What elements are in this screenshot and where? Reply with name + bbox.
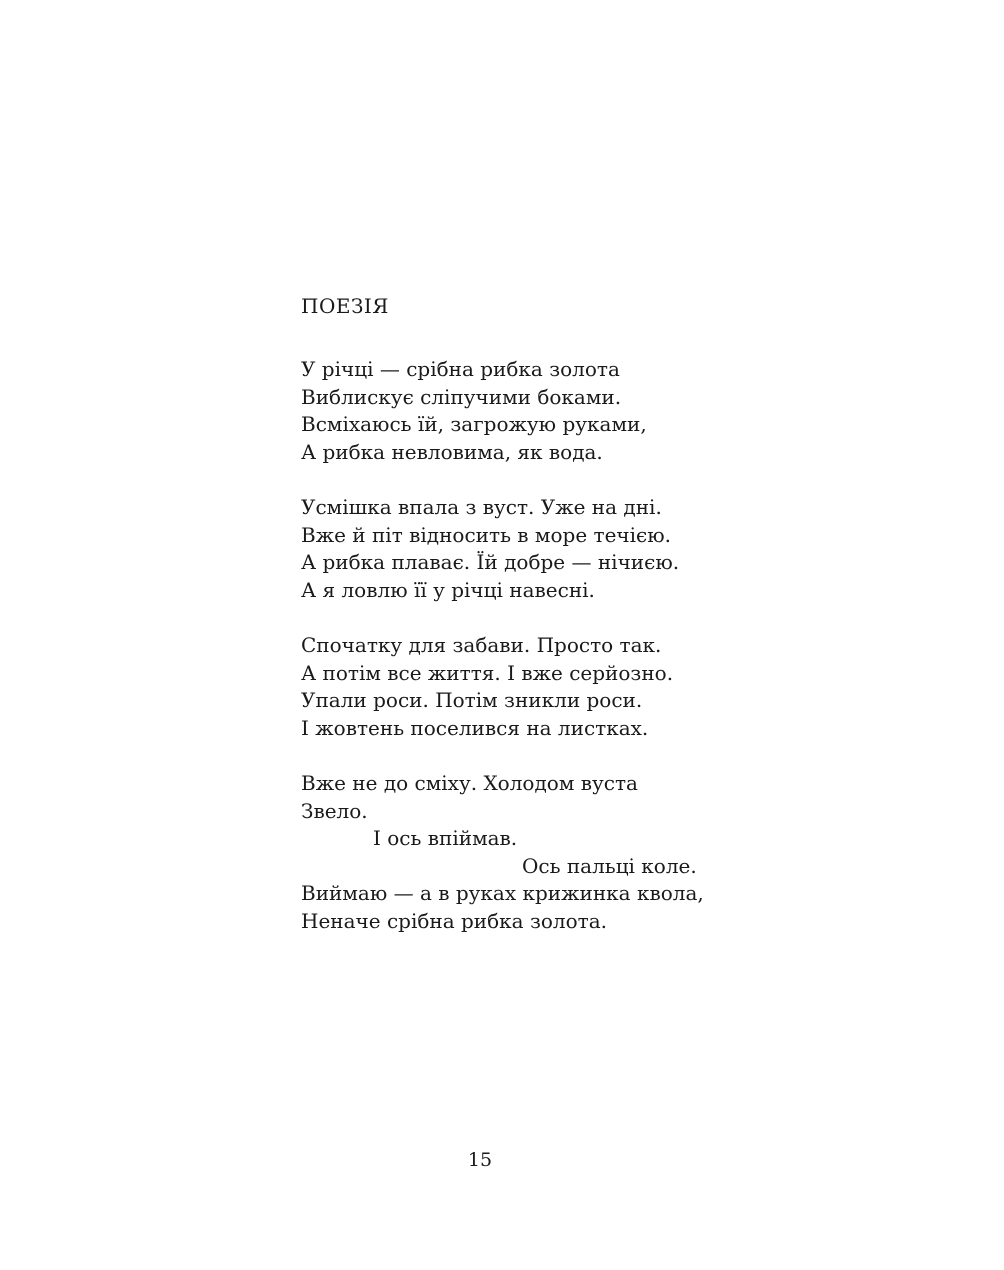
poem-line: Всміхаюсь їй, загрожую руками, [301, 412, 647, 436]
poem-line: А потім все життя. І вже серйозно. [301, 660, 674, 685]
poem-line-stepped: Ось пальці коле. [522, 853, 697, 878]
poem-line: А рибка плаває. Їй добре — нічиєю. [301, 550, 680, 574]
page-number: 15 [467, 1149, 493, 1171]
stanza-1 [301, 356, 861, 466]
poem-line-stepped: І ось впіймав. [373, 826, 518, 850]
stanza-3 [301, 632, 861, 742]
poem-body [301, 356, 861, 963]
poem-line: А я ловлю її у річці навесні. [301, 577, 595, 602]
poem-line: Упали роси. Потім зникли роси. [301, 688, 643, 712]
poem-line: Усмішка впала з вуст. Уже на дні. [301, 495, 662, 519]
poem-line: Вже не до сміху. Холодом вуста [301, 771, 638, 795]
poem-line: Неначе срібна рибка золота. [301, 908, 607, 933]
poem-line: Звело. [301, 798, 368, 823]
poem-title: ПОЕЗІЯ [301, 294, 389, 318]
poem-line: У річці — срібна рибка золота [301, 357, 620, 381]
poem-line: А рибка невловима, як вода. [301, 439, 603, 464]
stanza-4 [301, 770, 861, 935]
poem-line: Спочатку для забави. Просто так. [301, 633, 662, 657]
poem-line: Виблискує сліпучими боками. [301, 384, 622, 409]
poem-line: Вже й піт відносить в море течією. [301, 522, 672, 547]
stanza-2 [301, 494, 861, 604]
poem-line: Виймаю — а в руках крижинка квола, [301, 881, 704, 905]
poem-line: І жовтень поселився на листках. [301, 715, 649, 740]
